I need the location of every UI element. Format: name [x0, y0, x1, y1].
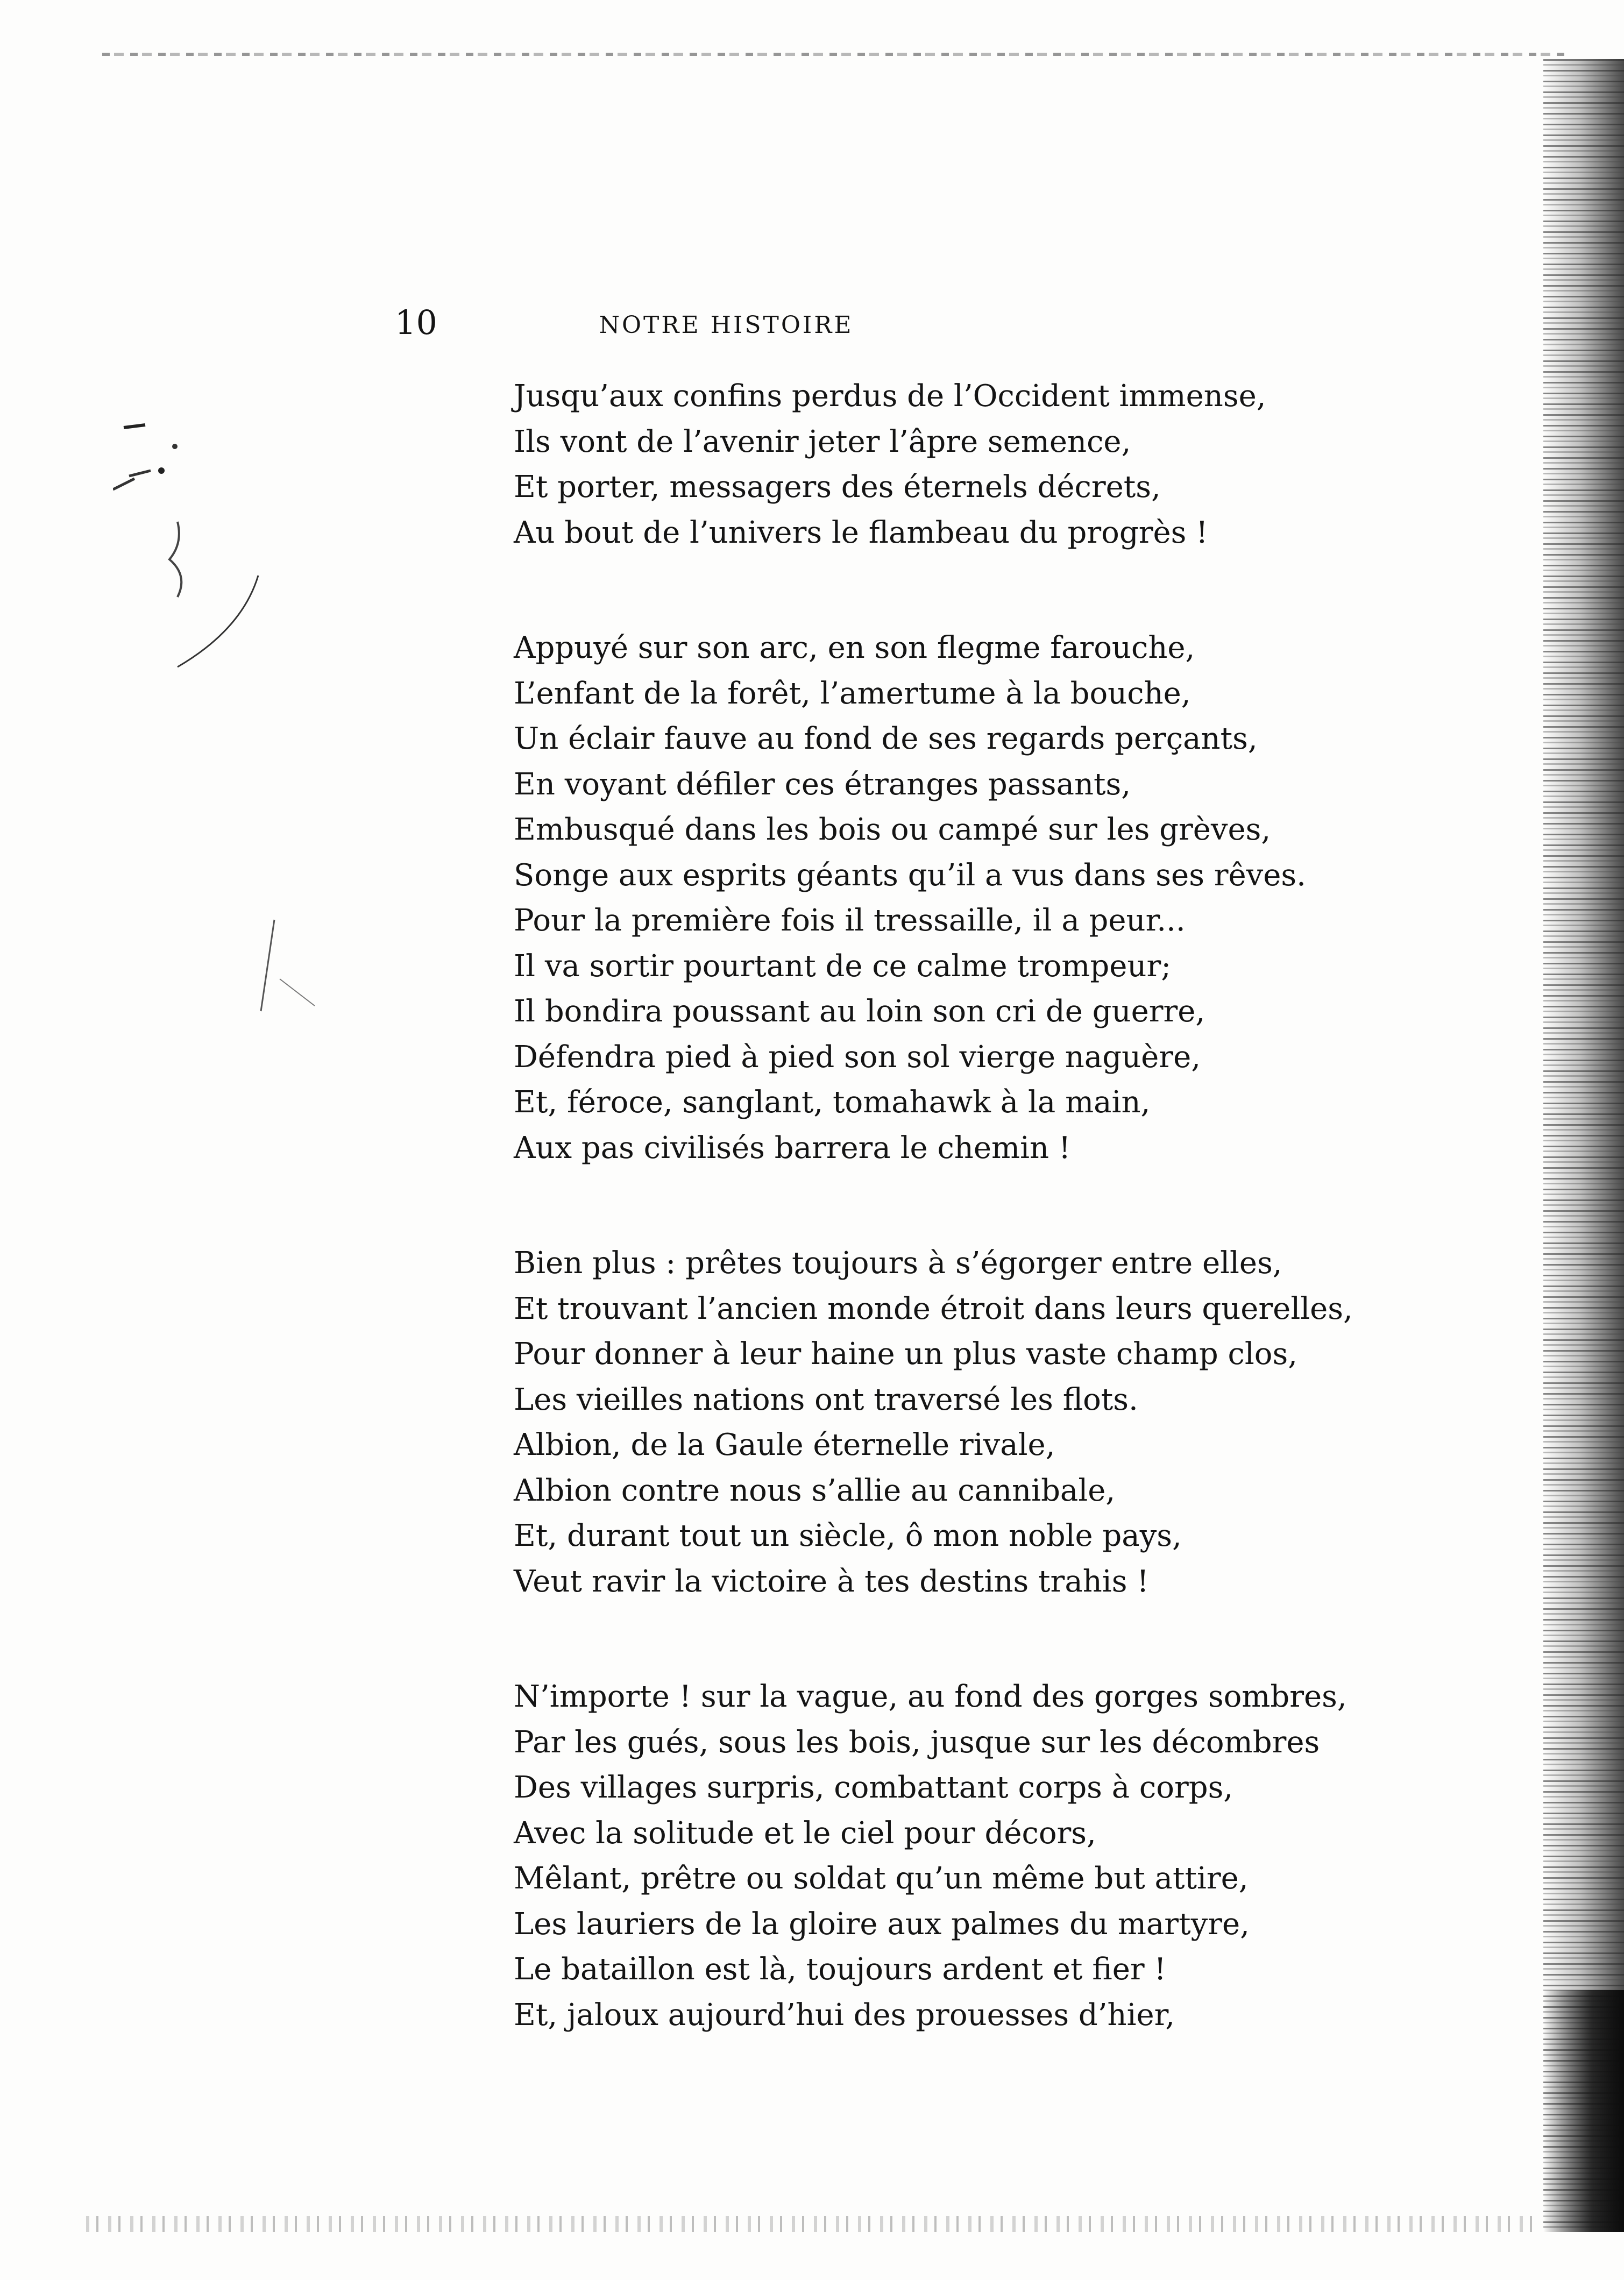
stanza-break — [514, 1604, 1321, 1674]
verse-line: Jusqu’aux confins perdus de l’Occident immense, — [514, 379, 1266, 414]
margin-ink-marks — [113, 414, 269, 672]
verse-line: Et, jaloux aujourd’hui des prouesses d’hier, — [514, 1997, 1175, 2033]
scan-right-edge-shadow — [1543, 59, 1624, 2232]
margin-pencil-stroke — [245, 914, 320, 1022]
verse-line: Bien plus : prêtes toujours à s’égorger entre elles, — [514, 1246, 1282, 1281]
verse-line: L’enfant de la forêt, l’amertume à la bouche, — [514, 676, 1191, 711]
verse-line: Et porter, messagers des éternels décrets, — [514, 470, 1161, 505]
verse-line: Le bataillon est là, toujours ardent et fier ! — [514, 1952, 1166, 1987]
verse-line: Appuyé sur son arc, en son flegme farouche, — [514, 630, 1195, 665]
scan-right-edge-dark-corner — [1543, 1990, 1624, 2232]
verse-line: Aux pas civilisés barrera le chemin ! — [514, 1130, 1071, 1166]
verse-line: Il va sortir pourtant de ce calme trompeur; — [514, 948, 1172, 984]
verse-line: Ils vont de l’avenir jeter l’âpre semence, — [514, 424, 1131, 459]
verse-line: Et trouvant l’ancien monde étroit dans leurs querelles, — [514, 1291, 1353, 1326]
verse-line: Albion contre nous s’allie au cannibale, — [514, 1473, 1116, 1508]
verse-line: Les lauriers de la gloire aux palmes du martyre, — [514, 1906, 1250, 1942]
stanza-break — [514, 556, 1321, 626]
verse-line: Songe aux esprits géants qu’il a vus dans ses rêves. — [514, 857, 1306, 893]
verse-line: N’importe ! sur la vague, au fond des gorges sombres, — [514, 1679, 1347, 1714]
stanza — [514, 1241, 1353, 1604]
verse-line: Des villages surpris, combattant corps à corps, — [514, 1770, 1233, 1805]
page-header — [387, 304, 1065, 342]
stanza-break — [514, 1171, 1321, 1241]
verse-line: Défendra pied à pied son sol vierge naguère, — [514, 1039, 1201, 1075]
poem-text — [514, 374, 1353, 2038]
verse-line: Veut ravir la victoire à tes destins trahis ! — [514, 1564, 1149, 1599]
verse-line: Pour la première fois il tressaille, il a peur... — [514, 903, 1186, 938]
scan-top-edge — [102, 53, 1565, 56]
verse-line: Et, durant tout un siècle, ô mon noble pays, — [514, 1518, 1182, 1553]
verse-line: En voyant défiler ces étranges passants, — [514, 766, 1131, 802]
verse-line: Embusqué dans les bois ou campé sur les grèves, — [514, 812, 1271, 847]
stanza — [514, 374, 1321, 556]
verse-line: Les vieilles nations ont traversé les flots. — [514, 1382, 1138, 1417]
verse-line: Et, féroce, sanglant, tomahawk à la main, — [514, 1085, 1151, 1120]
verse-line: Avec la solitude et le ciel pour décors, — [514, 1815, 1096, 1851]
verse-line: Mêlant, prêtre ou soldat qu’un même but attire, — [514, 1861, 1249, 1896]
verse-line: Un éclair fauve au fond de ses regards perçants, — [514, 721, 1258, 756]
verse-line: Albion, de la Gaule éternelle rivale, — [514, 1427, 1055, 1462]
running-head: NOTRE HISTOIRE — [599, 311, 854, 339]
verse-line: Par les gués, sous les bois, jusque sur les décombres — [514, 1724, 1320, 1760]
stanza — [514, 626, 1321, 1171]
verse-line: Pour donner à leur haine un plus vaste champ clos, — [514, 1337, 1298, 1372]
scan-bottom-edge — [86, 2216, 1538, 2232]
verse-line: Il bondira poussant au loin son cri de guerre, — [514, 994, 1205, 1029]
verse-line: Au bout de l’univers le flambeau du progrès ! — [514, 515, 1208, 550]
page-number: 10 — [395, 303, 437, 342]
stanza — [514, 1674, 1347, 2038]
